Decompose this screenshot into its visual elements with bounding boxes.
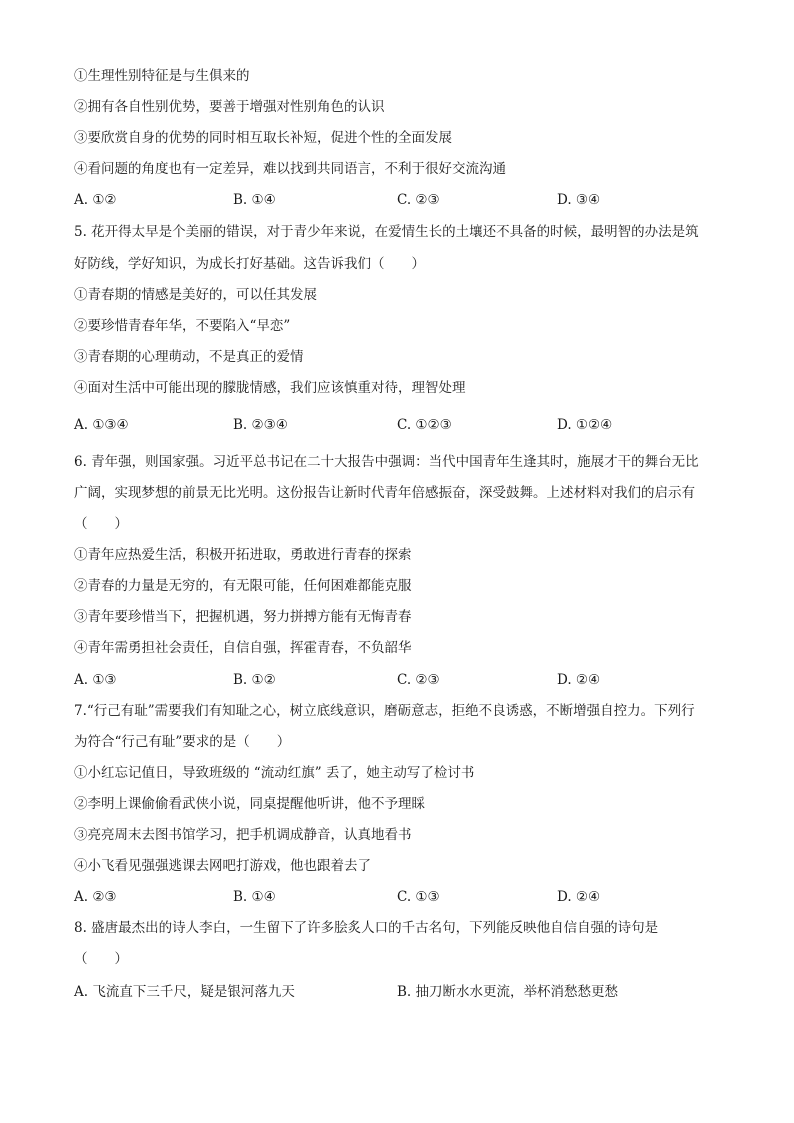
q6-option-d: D. ②④	[557, 672, 601, 688]
q8-option-a: A. 飞流直下三千尺，疑是银河落九天	[74, 984, 295, 1000]
q5-statement-4: ④面对生活中可能出现的朦胧情感，我们应该慎重对待，理智处理	[74, 380, 466, 396]
q6-statement-4: ④青年需勇担社会责任，自信自强，挥霍青春，不负韶华	[74, 640, 412, 656]
q5-statement-3: ③青春期的心理萌动，不是真正的爱情	[74, 349, 304, 365]
q7-option-c: C. ①③	[397, 889, 440, 905]
q7-statement-2: ②李明上课偷偷看武侠小说，同桌提醒他听讲，他不予理睬	[74, 796, 425, 812]
q6-statement-3: ③青年要珍惜当下，把握机遇，努力拼搏方能有无悔青春	[74, 609, 412, 625]
q4-statement-2: ②拥有各自性别优势，要善于增强对性别角色的认识	[74, 99, 385, 115]
q4-statement-1: ①生理性别特征是与生俱来的	[74, 68, 250, 84]
q4-option-d: D. ③④	[557, 192, 601, 208]
q6-option-c: C. ②③	[397, 672, 440, 688]
q5-option-c: C. ①②③	[397, 417, 452, 433]
q5-option-a: A. ①③④	[74, 417, 129, 433]
q5-option-b: B. ②③④	[233, 417, 288, 433]
q6-stem-line-1: 6. 青年强，则国家强。习近平总书记在二十大报告中强调：当代中国青年生逢其时，施展才干的舞台无比	[74, 454, 699, 470]
q8-stem-line-1: 8. 盛唐最杰出的诗人李白，一生留下了许多脍炙人口的千古名句，下列能反映他自信自强的诗句是	[74, 920, 659, 936]
q7-statement-4: ④小飞看见强强逃课去网吧打游戏，他也跟着去了	[74, 858, 371, 874]
q5-statement-2: ②要珍惜青春年华，不要陷入“早恋”	[74, 318, 291, 334]
q6-option-b: B. ①②	[233, 672, 276, 688]
q4-statement-4: ④看问题的角度也有一定差异，难以找到共同语言，不利于很好交流沟通	[74, 161, 506, 177]
q4-option-c: C. ②③	[397, 192, 440, 208]
q7-option-b: B. ①④	[233, 889, 276, 905]
q4-option-b: B. ①④	[233, 192, 276, 208]
q8-stem-line-2: （ ）	[74, 951, 128, 967]
q5-option-d: D. ①②④	[557, 417, 613, 433]
q7-stem-line-2: 为符合“行己有耻”要求的是（ ）	[74, 734, 291, 750]
q7-option-a: A. ②③	[74, 889, 117, 905]
q6-statement-2: ②青春的力量是无穷的，有无限可能，任何困难都能克服	[74, 578, 412, 594]
q5-stem-line-2: 好防线，学好知识，为成长打好基础。这告诉我们（ ）	[74, 256, 425, 272]
q7-statement-3: ③亮亮周末去图书馆学习，把手机调成静音，认真地看书	[74, 827, 412, 843]
q7-stem-line-1: 7.“行己有耻”需要我们有知耻之心，树立底线意识，磨砺意志，拒绝不良诱惑，不断增强自控力。下列行	[74, 703, 695, 719]
q6-statement-1: ①青年应热爱生活，积极开拓进取，勇敢进行青春的探索	[74, 547, 412, 563]
q5-statement-1: ①青春期的情感是美好的，可以任其发展	[74, 287, 317, 303]
q6-option-a: A. ①③	[74, 672, 117, 688]
q8-option-b: B. 抽刀断水水更流，举杯消愁愁更愁	[397, 984, 619, 1000]
q4-option-a: A. ①②	[74, 192, 117, 208]
q4-statement-3: ③要欣赏自身的优势的同时相互取长补短，促进个性的全面发展	[74, 130, 452, 146]
q5-stem-line-1: 5. 花开得太早是个美丽的错误，对于青少年来说，在爱情生长的土壤还不具备的时候，最明智的办法是筑	[74, 224, 699, 240]
q7-option-d: D. ②④	[557, 889, 601, 905]
q6-stem-line-2: 广阔，实现梦想的前景无比光明。这份报告让新时代青年倍感振奋，深受鼓舞。上述材料对我们的启示有	[74, 485, 695, 501]
q7-statement-1: ①小红忘记值日，导致班级的 “流动红旗” 丢了，她主动写了检讨书	[74, 765, 475, 781]
q6-stem-line-3: （ ）	[74, 516, 128, 532]
